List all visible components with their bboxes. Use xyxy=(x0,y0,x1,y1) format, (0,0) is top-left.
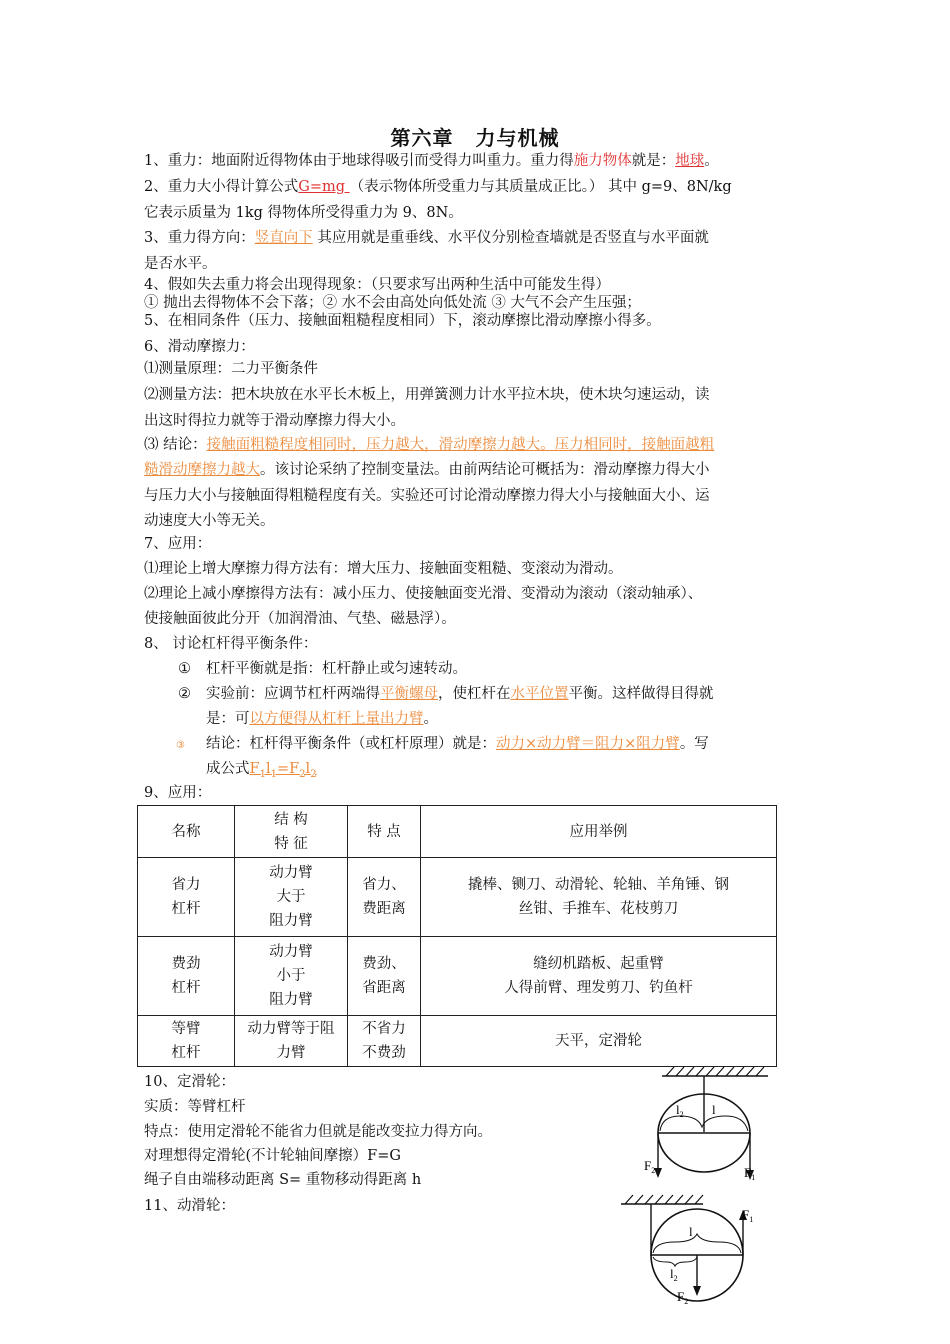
s8-i2-post: 平衡。这样做得目得就 xyxy=(568,686,714,702)
r2-e1: 缝纫机踏板、起重臂 xyxy=(533,956,664,972)
s8-item-3a xyxy=(206,731,812,757)
f-sub1: 1 xyxy=(259,768,266,780)
s8-i2b-pre: 是：可 xyxy=(206,711,250,727)
r3-s2: 力臂 xyxy=(276,1045,306,1061)
r3-f2: 不费劲 xyxy=(362,1045,406,1061)
th-examples: 应用举例 xyxy=(421,806,777,858)
section-3-line2: 是否水平。 xyxy=(144,256,217,272)
r1-s3: 阻力臂 xyxy=(269,913,313,929)
table-row xyxy=(138,937,777,1016)
s8-i3b: 成公式 xyxy=(206,761,250,777)
f-sub2b: 2 xyxy=(310,768,317,780)
chapter-name: 力与机械 xyxy=(475,126,560,150)
s1-mid: 就是： xyxy=(631,153,676,169)
s8-marker-2: ② xyxy=(178,686,191,702)
r1-s2: 大于 xyxy=(276,889,306,905)
lever-formula xyxy=(249,761,317,780)
r3-n2: 杠杆 xyxy=(171,1045,201,1061)
section-7-p2a: ⑵理论上减小摩擦得方法有：减小压力、使接触面变光滑、变滑动为滚动（滚动轴承）、 xyxy=(144,586,703,602)
s1-earth: 地球 xyxy=(675,153,705,169)
r1-f1: 省力、 xyxy=(362,877,406,893)
row1-examples xyxy=(421,858,777,937)
row1-feature xyxy=(348,858,421,937)
row3-name xyxy=(138,1016,235,1067)
label-l2-2: $l_2$ xyxy=(670,1266,678,1283)
r3-f1: 不省力 xyxy=(362,1021,406,1037)
th-feature: 特 点 xyxy=(348,806,421,858)
label-F2-2: $F_2$ xyxy=(677,1289,689,1306)
section-3-direction xyxy=(144,225,814,251)
section-6-p1: ⑴测量原理：二力平衡条件 xyxy=(144,361,318,377)
r2-s3: 阻力臂 xyxy=(269,992,313,1008)
row2-structure xyxy=(235,937,348,1016)
label-F1: $F_1$ xyxy=(744,1165,756,1182)
r1-n1: 省力 xyxy=(171,877,201,893)
th-structure-2: 特 征 xyxy=(274,835,308,852)
table-row xyxy=(138,858,777,937)
s6-p3-post: 。该讨论采纳了控制变量法。由前两结论可概括为：滑动摩擦力得大小 xyxy=(260,462,710,478)
s6-conclusion-2: 糙滑动摩擦力越大 xyxy=(144,462,260,478)
section-7-p1: ⑴理论上增大摩擦力得方法有：增大压力、接触面变粗糙、变滚动为滑动。 xyxy=(144,561,623,577)
f-eq: =F xyxy=(276,761,300,777)
r3-s1: 动力臂等于阻 xyxy=(247,1021,335,1037)
r2-e2: 人得前臂、理发剪刀、钓鱼杆 xyxy=(504,980,693,996)
arm-brace-top xyxy=(653,1234,741,1253)
section-5: 5、在相同条件（压力、接触面粗糙程度相同）下，滚动摩擦比滑动摩擦小得多。 xyxy=(144,313,661,329)
down-arrow-icon xyxy=(693,1286,701,1296)
section-6-p3b xyxy=(144,457,814,483)
section-1-gravity xyxy=(144,148,814,174)
section-4-line1: 4、假如失去重力将会出现得现象：（只要求写出两种生活中可能发生得） xyxy=(144,277,610,293)
row3-structure xyxy=(235,1016,348,1067)
section-6-p2a: ⑵测量方法：把木块放在水平长木板上，用弹簧测力计水平拉木块，使木块匀速运动，读 xyxy=(144,387,710,403)
s3-pre: 3、重力得方向： xyxy=(144,230,255,246)
section-10-l4: 绳子自由端移动距离 S= 重物移动得距离 h xyxy=(144,1172,422,1188)
r1-f2: 费距离 xyxy=(362,901,406,917)
ceiling-hatch xyxy=(666,1067,764,1076)
r2-n1: 费劲 xyxy=(171,956,201,972)
s8-i3-post: 。写 xyxy=(679,736,709,752)
s2-formula: G=mg xyxy=(298,179,350,195)
s8-purpose: 以方便得从杠杆上量出力臂 xyxy=(249,711,424,727)
section-11-head: 11、动滑轮： xyxy=(144,1198,235,1214)
f-l1: l xyxy=(265,761,271,777)
label-l1: l xyxy=(712,1102,716,1117)
f-l2: l xyxy=(305,761,311,777)
s2-pre: 2、重力大小得计算公式 xyxy=(144,179,299,195)
s8-i2b-post: 。 xyxy=(423,711,438,727)
section-10-l3: 对理想得定滑轮(不计轮轴间摩擦）F=G xyxy=(144,1148,401,1164)
f-F1: F xyxy=(249,761,260,777)
chapter-number: 第六章 xyxy=(390,126,454,150)
fixed-pulley-diagram xyxy=(640,1064,780,1189)
ceiling-hatch-2 xyxy=(625,1195,703,1204)
r1-s1: 动力臂 xyxy=(269,865,313,881)
s2-post: （表示物体所受重力与其质量成正比。） 其中 g=9、8N/kg xyxy=(349,179,732,195)
s8-balance-nut: 平衡螺母 xyxy=(380,686,438,702)
label-l2: $l_2$ xyxy=(676,1102,684,1119)
row1-structure xyxy=(235,858,348,937)
f-sub2: 2 xyxy=(299,768,306,780)
r2-f2: 省距离 xyxy=(362,980,406,996)
table-header-row xyxy=(138,806,777,858)
section-6-p3d: 动速度大小等无关。 xyxy=(144,513,275,529)
s8-i2-pre: 实验前：应调节杠杆两端得 xyxy=(206,686,380,702)
r3-n1: 等臂 xyxy=(171,1021,201,1037)
s6-p3-pre: ⑶ 结论： xyxy=(144,437,207,453)
section-10-l2: 特点：使用定滑轮不能省力但就是能改变拉力得方向。 xyxy=(144,1124,492,1140)
label-F2: $F_2$ xyxy=(644,1158,656,1175)
section-6-p2b: 出这时得拉力就等于滑动摩擦力得大小。 xyxy=(144,413,405,429)
label-l1-2: l xyxy=(689,1224,693,1239)
movable-pulley-diagram xyxy=(615,1190,775,1308)
section-6-head: 6、滑动摩擦力： xyxy=(144,339,255,355)
section-10-head: 10、定滑轮： xyxy=(144,1074,235,1090)
s1-text: 1、重力：地面附近得物体由于地球得吸引而受得力叫重力。重力得 xyxy=(144,153,574,169)
section-6-p3a xyxy=(144,432,814,458)
section-10-l1: 实质：等臂杠杆 xyxy=(144,1099,246,1115)
s1-force-source: 施力物体 xyxy=(573,153,632,169)
row2-examples xyxy=(421,937,777,1016)
arm-brace-bottom xyxy=(653,1257,697,1266)
section-7-p2b: 使接触面彼此分开（加润滑油、气垫、磁悬浮）。 xyxy=(144,611,456,627)
row2-name xyxy=(138,937,235,1016)
r2-n2: 杠杆 xyxy=(171,980,201,996)
s8-lever-principle: 动力×动力臂＝阻力×阻力臂 xyxy=(496,736,680,752)
r2-s1: 动力臂 xyxy=(269,944,313,960)
f-sub1b: 1 xyxy=(270,768,277,780)
row3-feature xyxy=(348,1016,421,1067)
s8-marker-3: ③ xyxy=(176,740,185,751)
s3-post: 其应用就是重垂线、水平仪分别检查墙就是否竖直与水平面就 xyxy=(317,230,709,246)
s3-direction-value: 竖直向下 xyxy=(254,230,313,246)
row1-name xyxy=(138,858,235,937)
r1-n2: 杠杆 xyxy=(171,901,201,917)
table-row xyxy=(138,1016,777,1067)
s6-conclusion-1: 接触面粗糙程度相同时，压力越大，滑动摩擦力越大。压力相同时，接触面越粗 xyxy=(206,437,715,453)
r2-s2: 小于 xyxy=(276,968,306,984)
lever-table xyxy=(137,805,777,1067)
th-structure-1: 结 构 xyxy=(274,811,308,828)
row2-feature xyxy=(348,937,421,1016)
s8-horizontal-position: 水平位置 xyxy=(510,686,569,702)
page-title xyxy=(0,122,950,151)
section-4-line2: ① 抛出去得物体不会下落；② 水不会由高处向低处流 ③ 大气不会产生压强； xyxy=(144,295,641,311)
r1-e1: 撬棒、铡刀、动滑轮、轮轴、羊角锤、钢 xyxy=(468,877,729,893)
r1-e2: 丝钳、手推车、花枝剪刀 xyxy=(518,901,679,917)
th-structure xyxy=(235,806,348,858)
s8-i2-mid: ，使杠杆在 xyxy=(438,686,511,702)
s1-end: 。 xyxy=(704,153,719,169)
section-7-head: 7、应用： xyxy=(144,536,212,552)
th-name: 名称 xyxy=(138,806,235,858)
section-9-head: 9、应用： xyxy=(144,785,212,801)
s8-item-2b xyxy=(206,706,812,732)
section-2-formula xyxy=(144,174,814,200)
s8-marker-1: ① xyxy=(178,661,191,677)
section-8-head: 8、 讨论杠杆得平衡条件： xyxy=(144,636,318,652)
s8-i3-pre: 结论：杠杆得平衡条件（或杠杆原理）就是： xyxy=(206,736,496,752)
s8-item-2a xyxy=(206,681,812,707)
s8-item-1: 杠杆平衡就是指：杠杆静止或匀速转动。 xyxy=(206,661,467,677)
section-6-p3c: 与压力大小与接触面得粗糙程度有关。实验还可讨论滑动摩擦力得大小与接触面大小、运 xyxy=(144,488,710,504)
r2-f1: 费劲、 xyxy=(362,956,406,972)
label-F1-2: $F_1$ xyxy=(742,1207,754,1224)
section-2-line2: 它表示质量为 1kg 得物体所受得重力为 9、8N。 xyxy=(144,205,463,221)
row3-examples: 天平，定滑轮 xyxy=(421,1016,777,1067)
